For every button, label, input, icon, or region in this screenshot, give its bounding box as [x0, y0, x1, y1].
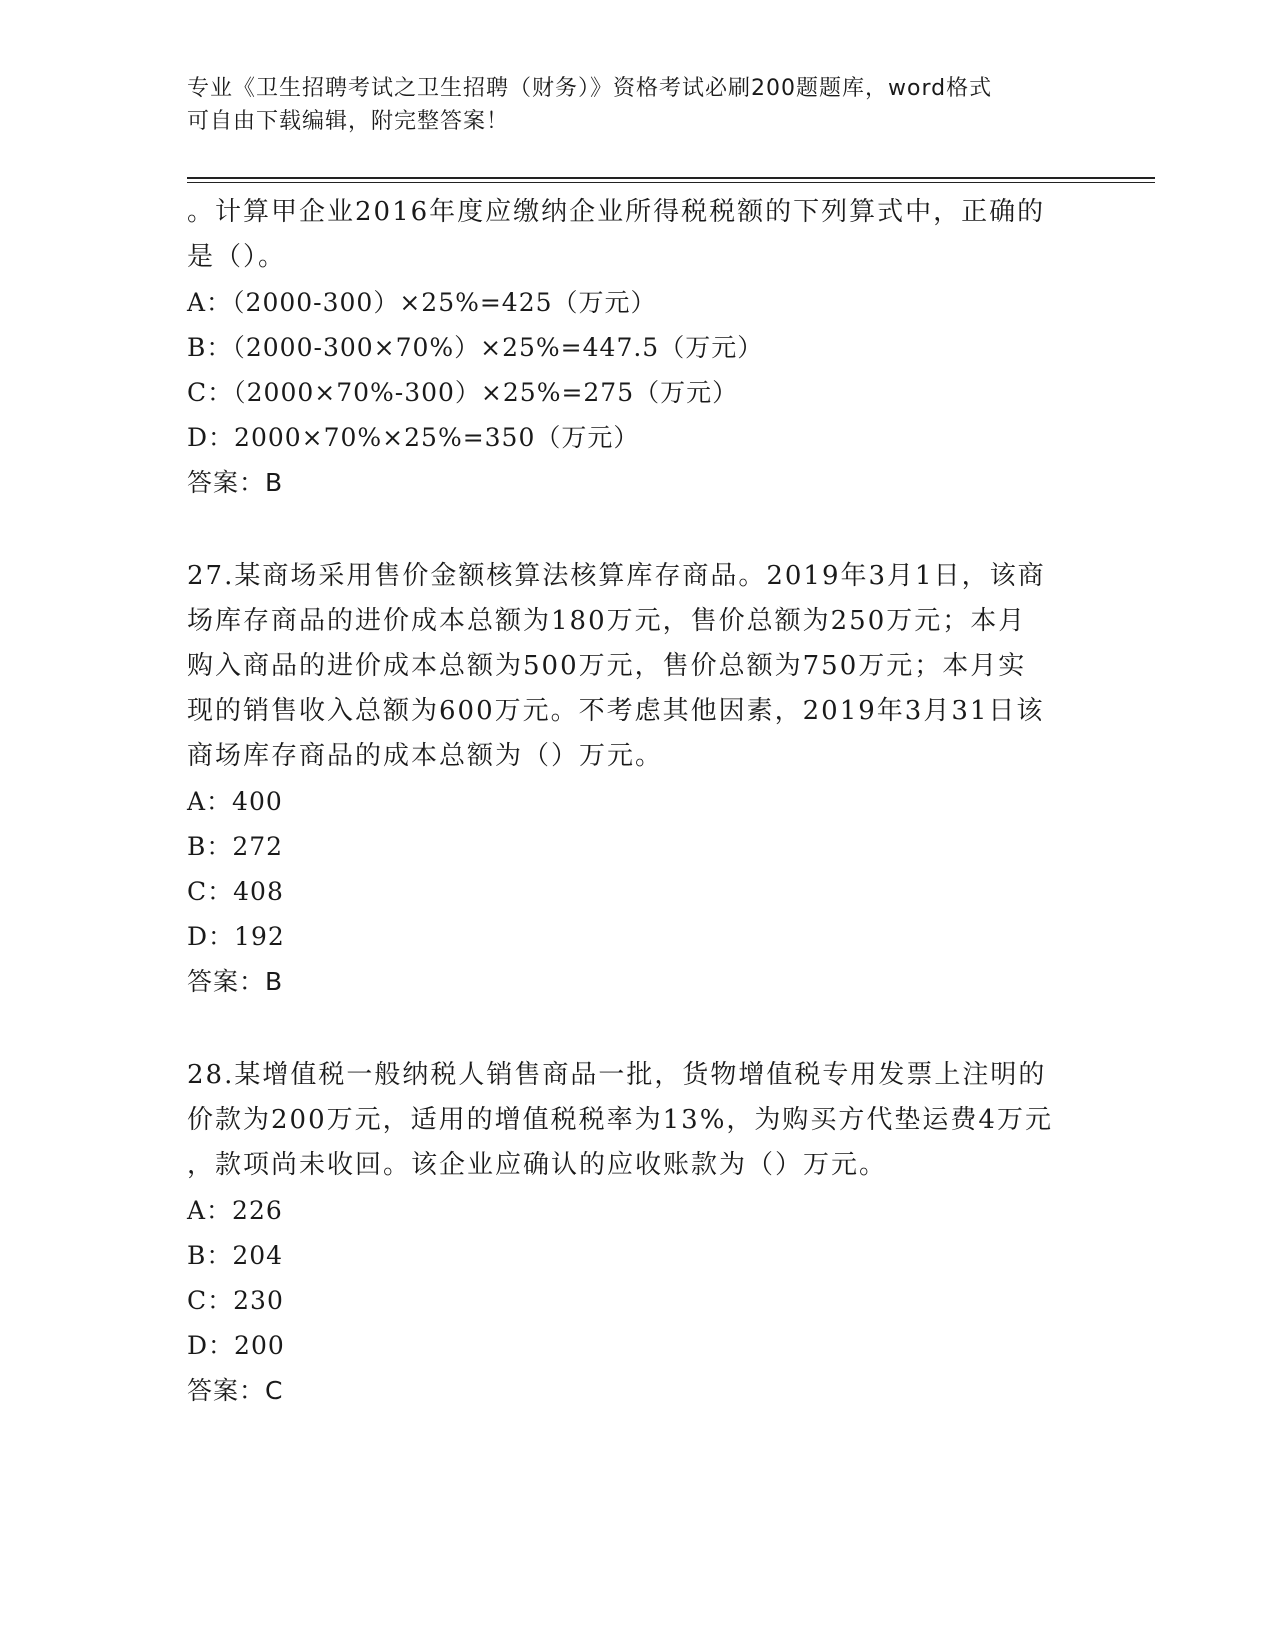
option-b: B：272	[187, 832, 284, 861]
answer-line: 答案：B	[187, 967, 284, 996]
question-text-line: 场库存商品的进价成本总额为180万元，售价总额为250万元；本月	[187, 606, 1027, 636]
option-c: C：230	[187, 1286, 284, 1315]
question-text-line: 27.某商场采用售价金额核算法核算库存商品。2019年3月1日，该商	[187, 561, 1046, 591]
option-b: B：204	[187, 1241, 284, 1270]
question-block	[187, 554, 1087, 1004]
question-text-line: 商场库存商品的成本总额为（）万元。	[187, 741, 664, 771]
option-c: C：408	[187, 877, 284, 906]
option-d: D：2000×70%×25%=350（万元）	[187, 423, 640, 452]
option-a: A：226	[187, 1196, 283, 1225]
header-title-line-1: 专业《卫生招聘考试之卫生招聘（财务）》资格考试必刷200题题库，word格式	[187, 76, 993, 101]
option-c: C：（2000×70%-300）×25%=275（万元）	[187, 378, 739, 407]
header-title-line-2: 可自由下载编辑，附完整答案！	[187, 109, 510, 134]
question-text-line: 。计算甲企业2016年度应缴纳企业所得税税额的下列算式中，正确的	[187, 197, 1046, 227]
option-d: D：200	[187, 1331, 285, 1360]
question-list	[187, 190, 1087, 1413]
header-divider-thin	[187, 182, 1155, 183]
question-text-line: 购入商品的进价成本总额为500万元，售价总额为750万元；本月实	[187, 651, 1027, 681]
document-header	[187, 72, 1087, 138]
option-a: A：（2000-300）×25%=425（万元）	[187, 288, 657, 317]
header-divider-thick	[187, 177, 1155, 179]
question-text-line: 现的销售收入总额为600万元。不考虑其他因素，2019年3月31日该	[187, 696, 1045, 726]
option-d: D：192	[187, 922, 285, 951]
question-block	[187, 1053, 1087, 1413]
answer-line: 答案：B	[187, 468, 284, 497]
question-text-line: 是（）。	[187, 242, 287, 272]
answer-line: 答案：C	[187, 1376, 284, 1405]
question-text-line: ，款项尚未收回。该企业应确认的应收账款为（）万元。	[187, 1150, 888, 1180]
question-text-line: 价款为200万元，适用的增值税税率为13%，为购买方代垫运费4万元	[187, 1105, 1053, 1135]
option-a: A：400	[187, 787, 283, 816]
option-b: B：（2000-300×70%）×25%=447.5（万元）	[187, 333, 764, 362]
spacer	[187, 1004, 1087, 1053]
question-text-line: 28.某增值税一般纳税人销售商品一批，货物增值税专用发票上注明的	[187, 1060, 1047, 1090]
spacer	[187, 505, 1087, 554]
question-block	[187, 190, 1087, 505]
